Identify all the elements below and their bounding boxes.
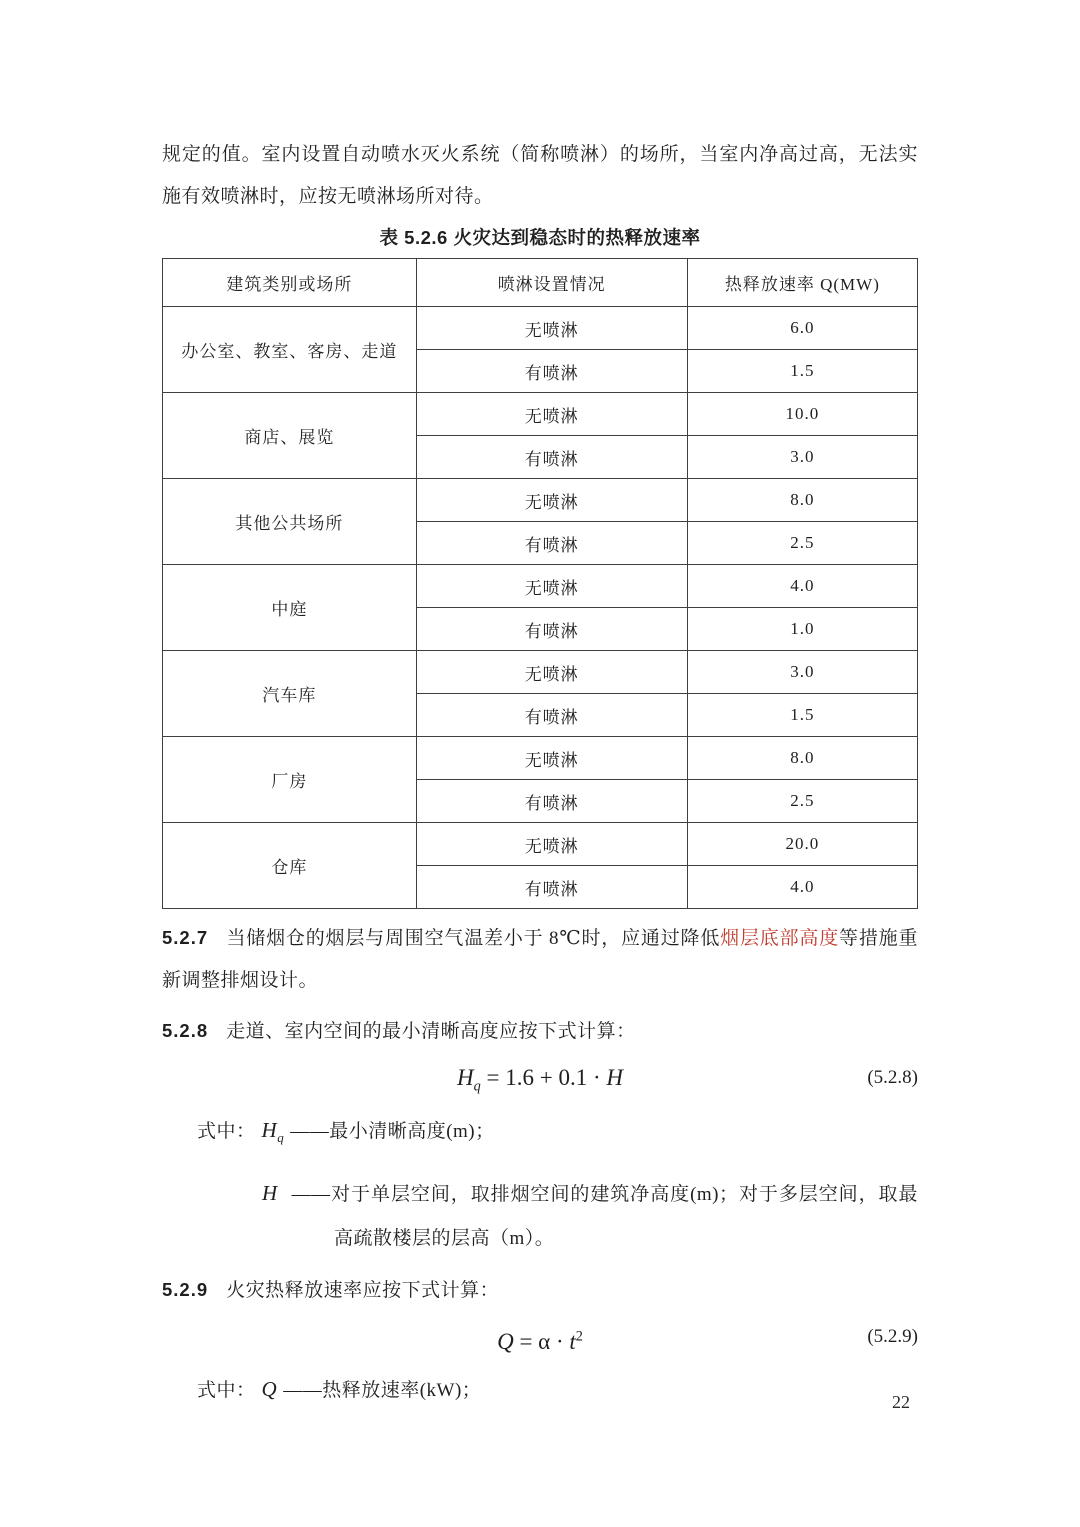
table-row bbox=[163, 823, 918, 866]
section-527-highlight: 烟层底部高度 bbox=[720, 928, 840, 949]
where-desc: ——对于单层空间，取排烟空间的建筑净高度(m)；对于多层空间，取最高疏散楼层的层高（m）。 bbox=[291, 1183, 918, 1249]
q-cell: 2.5 bbox=[687, 522, 917, 565]
q-cell: 1.0 bbox=[687, 608, 917, 651]
sprinkler-cell: 有喷淋 bbox=[416, 608, 687, 651]
q-cell: 6.0 bbox=[687, 307, 917, 350]
sprinkler-cell: 无喷淋 bbox=[416, 565, 687, 608]
category-cell: 其他公共场所 bbox=[163, 479, 417, 565]
q-cell: 3.0 bbox=[687, 436, 917, 479]
q-cell: 8.0 bbox=[687, 737, 917, 780]
intro-paragraph bbox=[162, 134, 918, 218]
section-527 bbox=[162, 917, 918, 1002]
sprinkler-cell: 有喷淋 bbox=[416, 780, 687, 823]
sprinkler-cell: 无喷淋 bbox=[416, 823, 687, 866]
section-529-text: 火灾热释放速率应按下式计算： bbox=[226, 1279, 500, 1301]
sprinkler-cell: 无喷淋 bbox=[416, 393, 687, 436]
sprinkler-cell: 无喷淋 bbox=[416, 737, 687, 780]
category-cell: 中庭 bbox=[163, 565, 417, 651]
column-header-category: 建筑类别或场所 bbox=[163, 259, 417, 307]
table-row bbox=[163, 307, 918, 350]
formula-529-number: (5.2.9) bbox=[867, 1325, 918, 1347]
section-529-number: 5.2.9 bbox=[162, 1278, 209, 1300]
column-header-q: 热释放速率 Q(MW) bbox=[687, 259, 917, 307]
category-cell: 仓库 bbox=[163, 823, 417, 909]
page-content bbox=[162, 0, 918, 1412]
where-clause-528-h: H ——对于单层空间，取排烟空间的建筑净高度(m)；对于多层空间，取最高疏散楼层的层高（m）。 bbox=[262, 1180, 918, 1249]
formula-528 bbox=[162, 1055, 918, 1101]
section-529 bbox=[162, 1269, 918, 1312]
q-cell: 2.5 bbox=[687, 780, 917, 823]
section-528-number: 5.2.8 bbox=[162, 1020, 209, 1041]
table-row bbox=[163, 479, 918, 522]
column-header-sprinkler: 喷淋设置情况 bbox=[416, 259, 687, 307]
q-cell: 1.5 bbox=[687, 350, 917, 393]
table-caption: 表 5.2.6 火灾达到稳态时的热释放速率 bbox=[379, 227, 701, 248]
heat-release-rate-table bbox=[162, 258, 918, 909]
table-row bbox=[163, 565, 918, 608]
sprinkler-cell: 有喷淋 bbox=[416, 866, 687, 909]
sprinkler-cell: 有喷淋 bbox=[416, 350, 687, 393]
section-527-number: 5.2.7 bbox=[162, 927, 209, 948]
sprinkler-cell: 有喷淋 bbox=[416, 522, 687, 565]
where-label: 式中： bbox=[197, 1379, 256, 1401]
sprinkler-cell: 有喷淋 bbox=[416, 436, 687, 479]
formula-528-number: (5.2.8) bbox=[867, 1067, 918, 1088]
page-number: 22 bbox=[892, 1392, 910, 1412]
section-527-text: 当储烟仓的烟层与周围空气温差小于 8℃时，应通过降低 bbox=[226, 928, 721, 949]
formula-529-expression: $Q = \alpha \cdot t^2$ bbox=[497, 1328, 583, 1355]
category-cell: 办公室、教室、客房、走道 bbox=[163, 307, 417, 393]
table-row bbox=[163, 737, 918, 780]
formula-528-expression: $H_q = 1.6 + 0.1 \cdot H$ bbox=[457, 1065, 623, 1095]
q-cell: 4.0 bbox=[687, 866, 917, 909]
table-row bbox=[163, 393, 918, 436]
formula-529 bbox=[162, 1314, 918, 1360]
sprinkler-cell: 有喷淋 bbox=[416, 694, 687, 737]
table-row bbox=[163, 651, 918, 694]
where-desc: ——热释放速率(kW)； bbox=[283, 1379, 482, 1401]
category-cell: 汽车库 bbox=[163, 651, 417, 737]
sprinkler-cell: 无喷淋 bbox=[416, 479, 687, 522]
where-clause-529: 式中： Q ——热释放速率(kW)； bbox=[197, 1376, 482, 1401]
q-cell: 4.0 bbox=[687, 565, 917, 608]
q-cell: 3.0 bbox=[687, 651, 917, 694]
where-desc: ——最小清晰高度(m)； bbox=[290, 1121, 495, 1142]
section-527-text-after: 等措施重新调整排烟设计。 bbox=[162, 928, 918, 991]
section-528-text: 走道、室内空间的最小清晰高度应按下式计算： bbox=[226, 1021, 636, 1042]
q-cell: 20.0 bbox=[687, 823, 917, 866]
category-cell: 厂房 bbox=[163, 737, 417, 823]
q-cell: 10.0 bbox=[687, 393, 917, 436]
sprinkler-cell: 无喷淋 bbox=[416, 651, 687, 694]
q-cell: 8.0 bbox=[687, 479, 917, 522]
table-header-row bbox=[163, 259, 918, 307]
intro-text: 规定的值。室内设置自动喷水灭火系统（简称喷淋）的场所，当室内净高过高，无法实施有效喷淋时，应按无喷淋场所对待。 bbox=[162, 144, 918, 207]
section-528 bbox=[162, 1010, 918, 1053]
category-cell: 商店、展览 bbox=[163, 393, 417, 479]
sprinkler-cell: 无喷淋 bbox=[416, 307, 687, 350]
where-clause-528: 式中： $H_q$ ——最小清晰高度(m)； bbox=[197, 1118, 495, 1145]
where-label: 式中： bbox=[197, 1121, 256, 1142]
q-cell: 1.5 bbox=[687, 694, 917, 737]
